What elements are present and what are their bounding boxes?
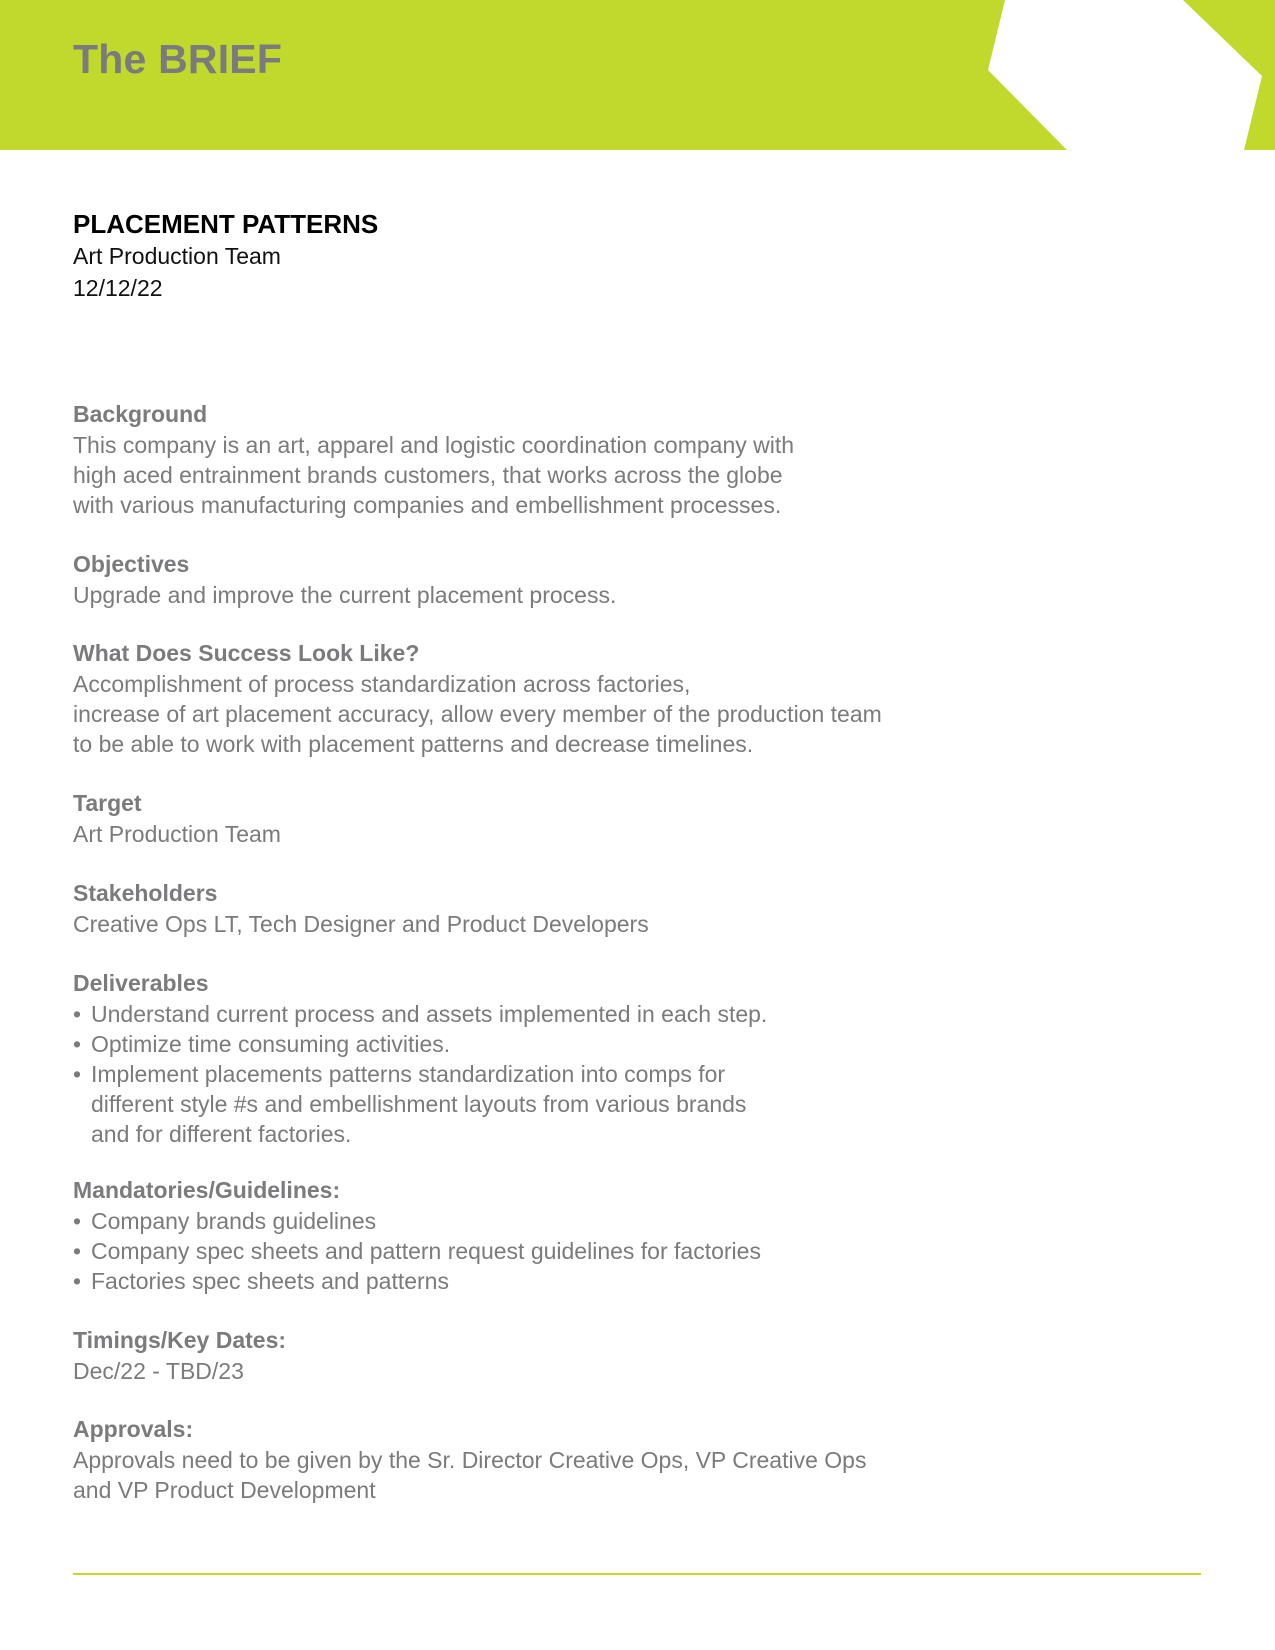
section-approvals [73, 1414, 1033, 1505]
section-heading: Deliverables [73, 970, 209, 996]
section-success [73, 638, 1033, 759]
section-body: Upgrade and improve the current placement process. [73, 582, 617, 608]
section-heading: Background [73, 401, 208, 427]
brief-title: The BRIEF [73, 36, 283, 82]
list-item-line: • Understand current process and assets implemented in each step. [91, 1001, 768, 1027]
body-line: Accomplishment of process standardization across factories, [73, 671, 691, 697]
section-timings [73, 1325, 1033, 1386]
section-heading: Stakeholders [73, 880, 218, 906]
list-item [73, 999, 1033, 1029]
section-deliverables [73, 968, 1033, 1149]
section-body: Art Production Team [73, 821, 281, 847]
list-item: • Company brands guidelines [73, 1206, 1033, 1236]
list-item-line: • Implement placements patterns standardization into comps for [91, 1061, 726, 1087]
section-body [73, 1445, 1033, 1505]
section-heading: Approvals: [73, 1416, 194, 1442]
section-background [73, 399, 1033, 520]
list-item: • Factories spec sheets and patterns [73, 1266, 1033, 1296]
section-body: Creative Ops LT, Tech Designer and Product Developers [73, 911, 649, 937]
list-item [73, 1059, 1033, 1149]
section-heading: Target [73, 790, 142, 816]
section-heading: Objectives [73, 551, 190, 577]
body-line: to be able to work with placement patterns and decrease timelines. [73, 731, 754, 757]
body-line: increase of art placement accuracy, allow every member of the production team [73, 701, 882, 727]
section-heading: What Does Success Look Like? [73, 640, 420, 666]
document-date: 12/12/22 [73, 275, 163, 301]
body-line: high aced entrainment brands customers, that works across the globe [73, 462, 783, 488]
section-heading: Mandatories/Guidelines: [73, 1177, 341, 1203]
document-heading [73, 208, 378, 304]
body-line: with various manufacturing companies and embellishment processes. [73, 492, 782, 518]
footer-divider [73, 1573, 1201, 1575]
project-title: PLACEMENT PATTERNS [73, 209, 379, 239]
section-target [73, 788, 1033, 849]
section-heading: Timings/Key Dates: [73, 1327, 287, 1353]
body-line: Approvals need to be given by the Sr. Director Creative Ops, VP Creative Ops [73, 1447, 867, 1473]
section-stakeholders [73, 878, 1033, 939]
section-mandatories [73, 1175, 1033, 1296]
body-line: This company is an art, apparel and logistic coordination company with [73, 432, 795, 458]
list-item-line: different style #s and embellishment layouts from various brands [91, 1091, 747, 1117]
deliverables-list [73, 999, 1033, 1149]
list-item: • Company spec sheets and pattern request guidelines for factories [73, 1236, 1033, 1266]
section-body: Dec/22 - TBD/23 [73, 1358, 244, 1384]
section-objectives [73, 549, 1033, 610]
section-body [73, 430, 1033, 520]
mandatories-list [73, 1206, 1033, 1296]
body-line: and VP Product Development [73, 1477, 376, 1503]
list-item-line: • Optimize time consuming activities. [91, 1031, 451, 1057]
team-name: Art Production Team [73, 243, 281, 269]
list-item-line: and for different factories. [91, 1121, 352, 1147]
list-item [73, 1029, 1033, 1059]
section-body [73, 669, 1033, 759]
